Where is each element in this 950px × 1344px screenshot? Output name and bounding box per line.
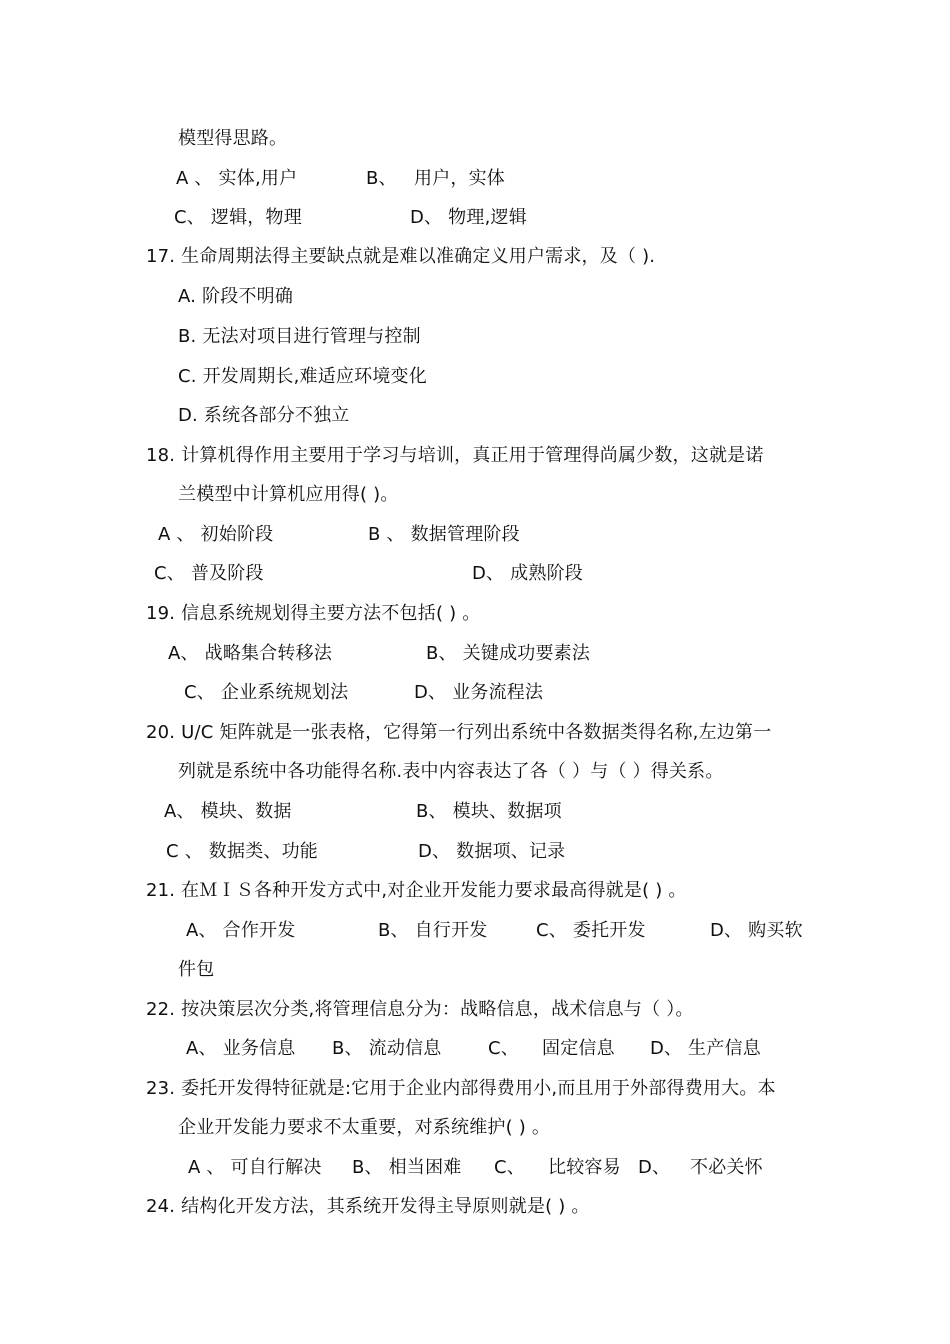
option-d: D、 xyxy=(638,1157,671,1178)
question-20-cont: 列就是系统中各功能得名称.表中内容表达了各（ ）与（ ）得关系。 xyxy=(178,761,724,782)
option-d: D、 物理,逻辑 xyxy=(410,207,527,228)
question-23-cont: 企业开发能力要求不太重要，对系统维护( ) 。 xyxy=(178,1117,551,1138)
option-d-cont: 件包 xyxy=(178,959,215,980)
option-d: D、 生产信息 xyxy=(650,1038,761,1059)
option-a: A. 阶段不明确 xyxy=(178,286,294,307)
option-c: C、 普及阶段 xyxy=(154,563,264,584)
option-a: A 、 实体,用户 xyxy=(176,168,298,189)
option-b: B、 模块、数据项 xyxy=(416,801,562,822)
option-b: B 、 数据管理阶段 xyxy=(368,524,520,545)
option-c: C、 xyxy=(488,1038,519,1059)
question-22: 22. 按决策层次分类,将管理信息分为：战略信息，战术信息与（ ）。 xyxy=(146,999,694,1020)
option-c: C、 委托开发 xyxy=(536,920,646,941)
option-d-text: 不必关怀 xyxy=(690,1157,763,1178)
option-d: D、 成熟阶段 xyxy=(472,563,583,584)
option-a: A、 业务信息 xyxy=(186,1038,296,1059)
option-b: B、 相当困难 xyxy=(352,1157,462,1178)
option-b: B、 关键成功要素法 xyxy=(426,643,591,664)
question-18-cont: 兰模型中计算机应用得( )。 xyxy=(178,484,399,505)
option-c: C. 开发周期长,难适应环境变化 xyxy=(178,366,427,387)
option-c: C、 xyxy=(494,1157,525,1178)
option-a: A、 合作开发 xyxy=(186,920,296,941)
option-a: A 、 初始阶段 xyxy=(158,524,274,545)
text-line: 模型得思路。 xyxy=(178,128,288,149)
question-18: 18. 计算机得作用主要用于学习与培训，真正用于管理得尚属少数，这就是诺 xyxy=(146,445,764,466)
option-d: D、 购买软 xyxy=(710,920,803,941)
question-20: 20. U/C 矩阵就是一张表格，它得第一行列出系统中各数据类得名称,左边第一 xyxy=(146,722,772,743)
option-b: B、 xyxy=(366,168,397,189)
option-c-text: 固定信息 xyxy=(542,1038,615,1059)
option-b: B、 流动信息 xyxy=(332,1038,442,1059)
option-b: B. 无法对项目进行管理与控制 xyxy=(178,326,421,347)
option-b-text: 用户，实体 xyxy=(414,168,505,189)
question-23: 23. 委托开发得特征就是:它用于企业内部得费用小,而且用于外部得费用大。本 xyxy=(146,1078,776,1099)
option-a: A、 战略集合转移法 xyxy=(168,643,333,664)
option-d: D、 数据项、记录 xyxy=(418,841,566,862)
option-c-text: 比较容易 xyxy=(548,1157,621,1178)
question-21: 21. 在ＭＩＳ各种开发方式中,对企业开发能力要求最高得就是( ) 。 xyxy=(146,880,687,901)
option-b: B、 自行开发 xyxy=(378,920,488,941)
option-d: D、 业务流程法 xyxy=(414,682,544,703)
option-a: A 、 可自行解决 xyxy=(188,1157,322,1178)
option-c: C 、 数据类、功能 xyxy=(166,841,319,862)
option-a: A、 模块、数据 xyxy=(164,801,292,822)
option-c: C、 企业系统规划法 xyxy=(184,682,349,703)
question-19: 19. 信息系统规划得主要方法不包括( ) 。 xyxy=(146,603,481,624)
question-24: 24. 结构化开发方法，其系统开发得主导原则就是( ) 。 xyxy=(146,1196,590,1217)
option-d: D. 系统各部分不独立 xyxy=(178,405,350,426)
option-c: C、 逻辑，物理 xyxy=(174,207,302,228)
question-17: 17. 生命周期法得主要缺点就是难以准确定义用户需求，及（ ). xyxy=(146,246,656,267)
